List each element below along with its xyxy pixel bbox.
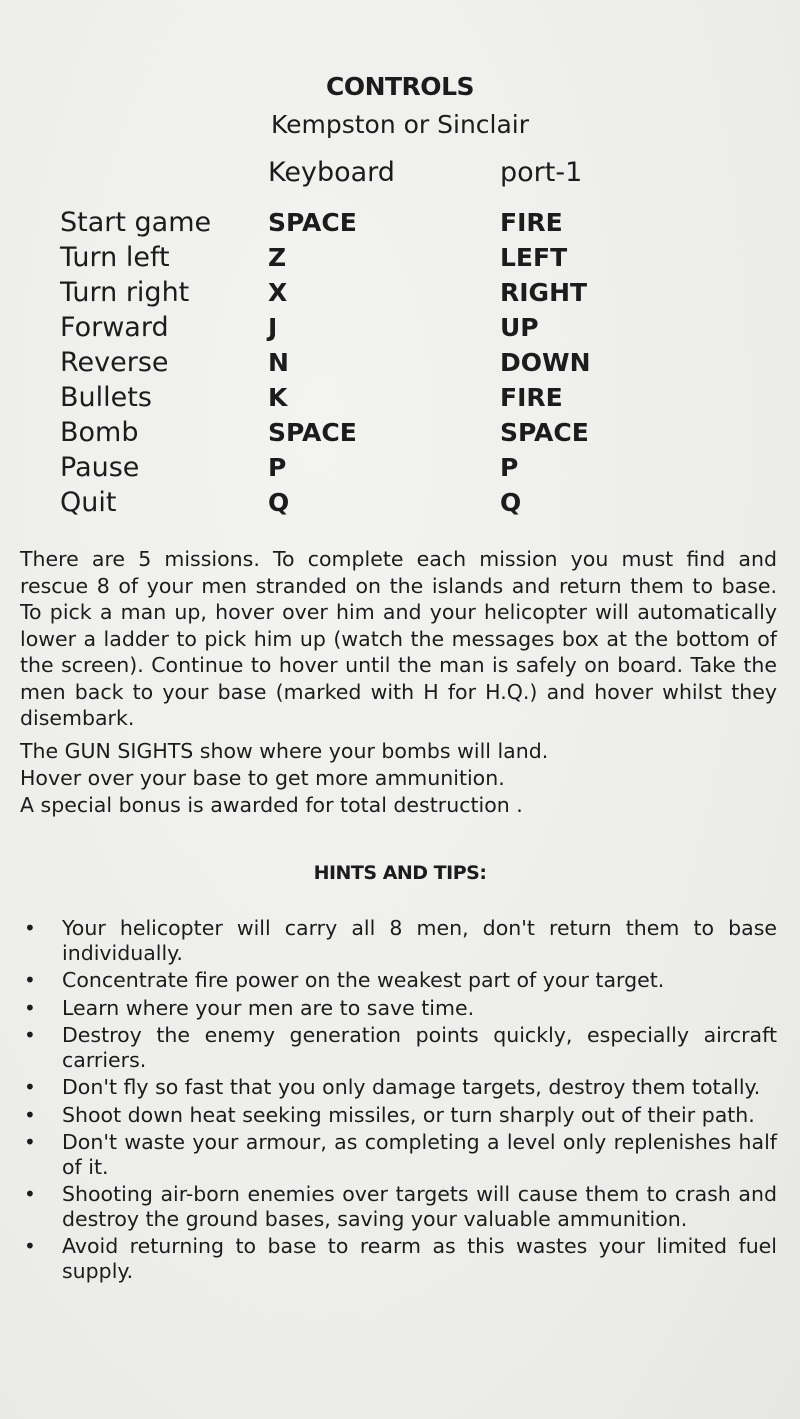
- control-port: LEFT: [500, 243, 568, 272]
- control-port: P: [500, 453, 519, 482]
- control-action: Turn right: [60, 277, 190, 308]
- controls-row: [0, 345, 800, 380]
- controls-row: [0, 415, 800, 450]
- list-item: [20, 916, 777, 965]
- control-key: Q: [268, 488, 290, 517]
- control-port: UP: [500, 313, 539, 342]
- controls-subtitle: Kempston or Sinclair: [270, 110, 530, 139]
- list-item: [20, 1234, 777, 1283]
- keyboard-column-header: Keyboard: [268, 157, 395, 188]
- tip-text: Shooting air-born enemies over targets will cause them to crash and destroy the ground bases, saving your valuable ammunition.: [62, 1182, 777, 1231]
- bullet-icon: •: [24, 1102, 36, 1127]
- controls-row: [0, 205, 800, 240]
- bullet-icon: •: [24, 1130, 36, 1154]
- controls-row: [0, 450, 800, 485]
- controls-title: CONTROLS: [325, 72, 474, 101]
- bonus-note: A special bonus is awarded for total destruction .: [20, 793, 523, 817]
- control-action: Pause: [60, 452, 140, 483]
- bullet-icon: •: [24, 1023, 36, 1047]
- bullet-icon: •: [24, 916, 36, 940]
- control-key: SPACE: [268, 208, 357, 237]
- tip-text: Avoid returning to base to rearm as this wastes your limited fuel supply.: [62, 1234, 777, 1283]
- control-key: Z: [268, 243, 287, 272]
- tip-text: Shoot down heat seeking missiles, or turn sharply out of their path.: [62, 1102, 755, 1127]
- port-column-header: port-1: [500, 157, 583, 188]
- tips-list: [20, 916, 777, 1286]
- controls-row: [0, 240, 800, 275]
- bullet-icon: •: [24, 995, 36, 1020]
- control-port: RIGHT: [500, 278, 588, 307]
- control-action: Bomb: [60, 417, 139, 448]
- control-action: Reverse: [60, 347, 169, 378]
- control-port: FIRE: [500, 208, 563, 237]
- control-port: FIRE: [500, 383, 563, 412]
- list-item: [20, 1130, 777, 1179]
- ammunition-note: Hover over your base to get more ammunition.: [20, 766, 505, 790]
- control-action: Start game: [60, 207, 212, 238]
- gun-sights-note: The GUN SIGHTS show where your bombs will land.: [20, 739, 549, 763]
- list-item: [20, 968, 777, 993]
- control-port: DOWN: [500, 348, 591, 377]
- mission-description: There are 5 missions. To complete each mission you must find and rescue 8 of your men stranded on the islands and return them to base. To pick a man up, hover over him and your helicopter will automatically lower a ladder to pick him up (watch the messages box at the bottom of the screen). Continue to hover until the man is safely on board. Take the men back to your base (marked with H for H.Q.) and hover whilst they disembark.: [20, 547, 777, 730]
- tip-text: Your helicopter will carry all 8 men, don't return them to base individually.: [62, 916, 777, 965]
- bullet-icon: •: [24, 1234, 36, 1258]
- control-key: P: [268, 453, 287, 482]
- control-action: Quit: [60, 487, 117, 518]
- control-key: K: [268, 383, 288, 412]
- list-item: [20, 1103, 777, 1128]
- tip-text: Concentrate fire power on the weakest part of your target.: [62, 968, 665, 992]
- control-key: SPACE: [268, 418, 357, 447]
- bullet-icon: •: [24, 968, 36, 992]
- list-item: [20, 996, 777, 1021]
- control-port: SPACE: [500, 418, 589, 447]
- tip-text: Don't fly so fast that you only damage targets, destroy them totally.: [62, 1075, 761, 1099]
- list-item: [20, 1023, 777, 1072]
- tip-text: Destroy the enemy generation points quickly, especially aircraft carriers.: [62, 1023, 777, 1072]
- controls-row: [0, 275, 800, 310]
- controls-row: [0, 485, 800, 520]
- bullet-icon: •: [24, 1182, 36, 1206]
- control-key: N: [268, 348, 289, 377]
- hints-title: HINTS AND TIPS:: [313, 862, 487, 884]
- tip-text: Learn where your men are to save time.: [62, 995, 475, 1020]
- controls-row: [0, 310, 800, 345]
- control-action: Turn left: [60, 242, 170, 273]
- controls-row: [0, 380, 800, 415]
- control-action: Bullets: [60, 382, 152, 413]
- list-item: [20, 1182, 777, 1231]
- control-action: Forward: [60, 312, 169, 343]
- control-key: X: [268, 278, 288, 307]
- list-item: [20, 1075, 777, 1100]
- tip-text: Don't waste your armour, as completing a level only replenishes half of it.: [62, 1130, 777, 1179]
- bullet-icon: •: [24, 1075, 36, 1099]
- control-port: Q: [500, 488, 522, 517]
- control-key: J: [268, 313, 278, 342]
